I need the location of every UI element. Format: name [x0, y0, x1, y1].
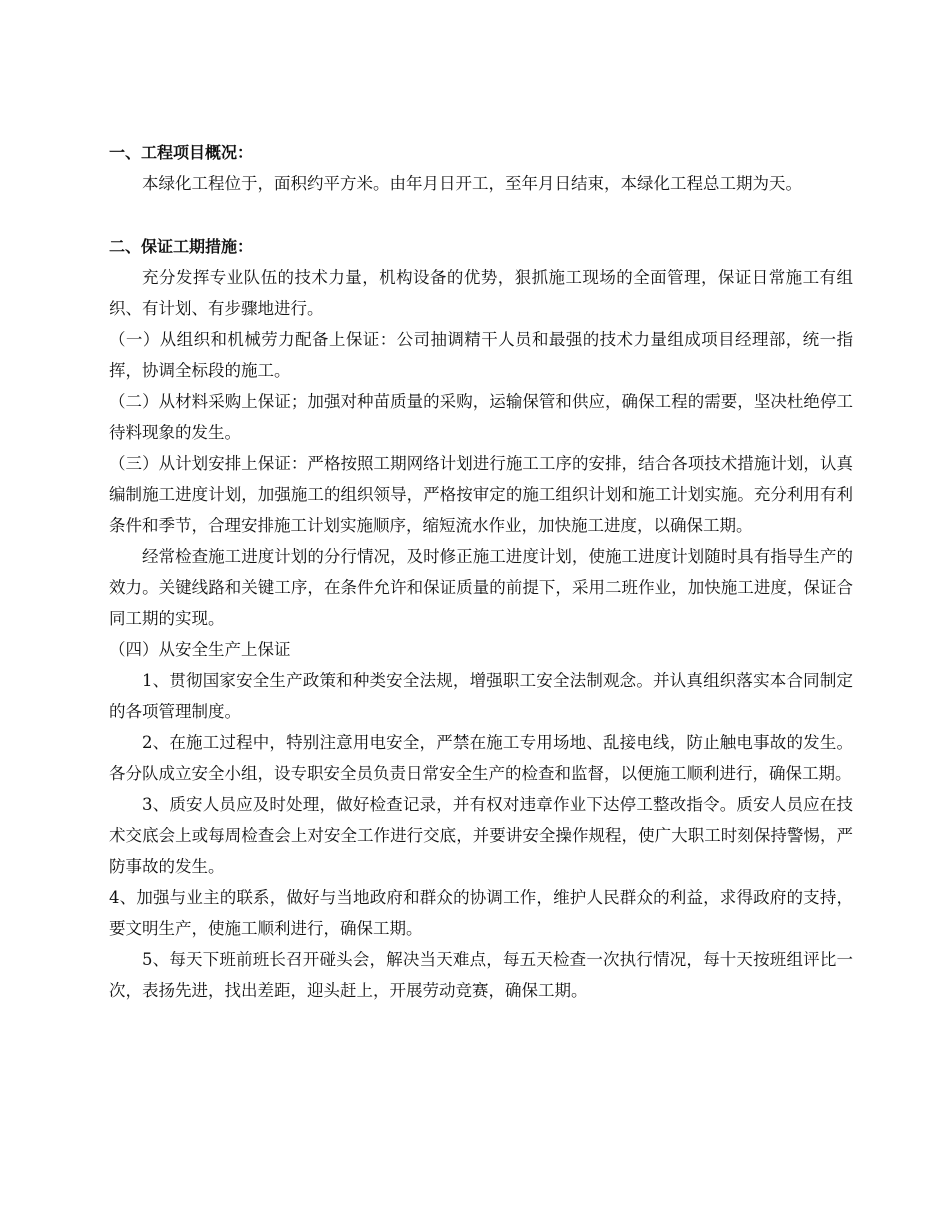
paragraph-safety-3: 3、质安人员应及时处理，做好检查记录，并有权对违章作业下达停工整改指令。质安人员应在技术交底会上或每周检查会上对安全工作进行交底，并要讲安全操作规程，使广大职工时刻保持警惕，严防事故的发生。 [109, 795, 853, 876]
section-heading-schedule-measures: 二、保证工期措施： [109, 237, 254, 256]
paragraph-safety-4: 4、加强与业主的联系，做好与当地政府和群众的协调工作，维护人民群众的利益，求得政府的支持，要文明生产，使施工顺利进行，确保工期。 [109, 888, 853, 938]
paragraph-safety-5: 5、每天下班前班长召开碰头会，解决当天难点，每五天检查一次执行情况，每十天按班组评比一次，表扬先进，找出差距，迎头赶上，开展劳动竞赛，确保工期。 [109, 950, 853, 1000]
paragraph-project-overview: 本绿化工程位于，面积约平方米。由年月日开工，至年月日结束，本绿化工程总工期为天。 [142, 174, 802, 193]
paragraph-item-materials: （二）从材料采购上保证；加强对种苗质量的采购，运输保管和供应，确保工程的需要，坚决杜绝停工待料现象的发生。 [109, 392, 853, 442]
section-heading-project-overview: 一、工程项目概况： [109, 143, 254, 162]
paragraph-measures-intro: 充分发挥专业队伍的技术力量，机构设备的优势，狠抓施工现场的全面管理，保证日常施工有组织、有计划、有步骤地进行。 [109, 268, 853, 318]
paragraph-item-safety: （四）从安全生产上保证 [109, 640, 291, 659]
section-spacer [109, 199, 853, 232]
paragraph-planning-inspection: 经常检查施工进度计划的分行情况，及时修正施工进度计划，使施工进度计划随时具有指导生产的效力。关键线路和关键工序，在条件允许和保证质量的前提下，采用二班作业，加快施工进度，保证合同工期的实现。 [109, 547, 853, 628]
paragraph-safety-2: 2、在施工过程中，特别注意用电安全，严禁在施工专用场地、乱接电线，防止触电事故的发生。各分队成立安全小组，设专职安全员负责日常安全生产的检查和监督，以便施工顺利进行，确保工期。 [109, 733, 853, 783]
paragraph-item-organization: （一）从组织和机械劳力配备上保证：公司抽调精干人员和最强的技术力量组成项目经理部，统一指挥，协调全标段的施工。 [109, 330, 853, 380]
paragraph-safety-1: 1、贯彻国家安全生产政策和种类安全法规，增强职工安全法制观念。并认真组织落实本合同制定的各项管理制度。 [109, 671, 853, 721]
document-page [109, 138, 853, 1006]
paragraph-item-planning: （三）从计划安排上保证：严格按照工期网络计划进行施工工序的安排，结合各项技术措施计划，认真编制施工进度计划，加强施工的组织领导，严格按审定的施工组织计划和施工计划实施。充分利用有利条件和季节，合理安排施工计划实施顺序，缩短流水作业，加快施工进度，以确保工期。 [109, 454, 853, 535]
